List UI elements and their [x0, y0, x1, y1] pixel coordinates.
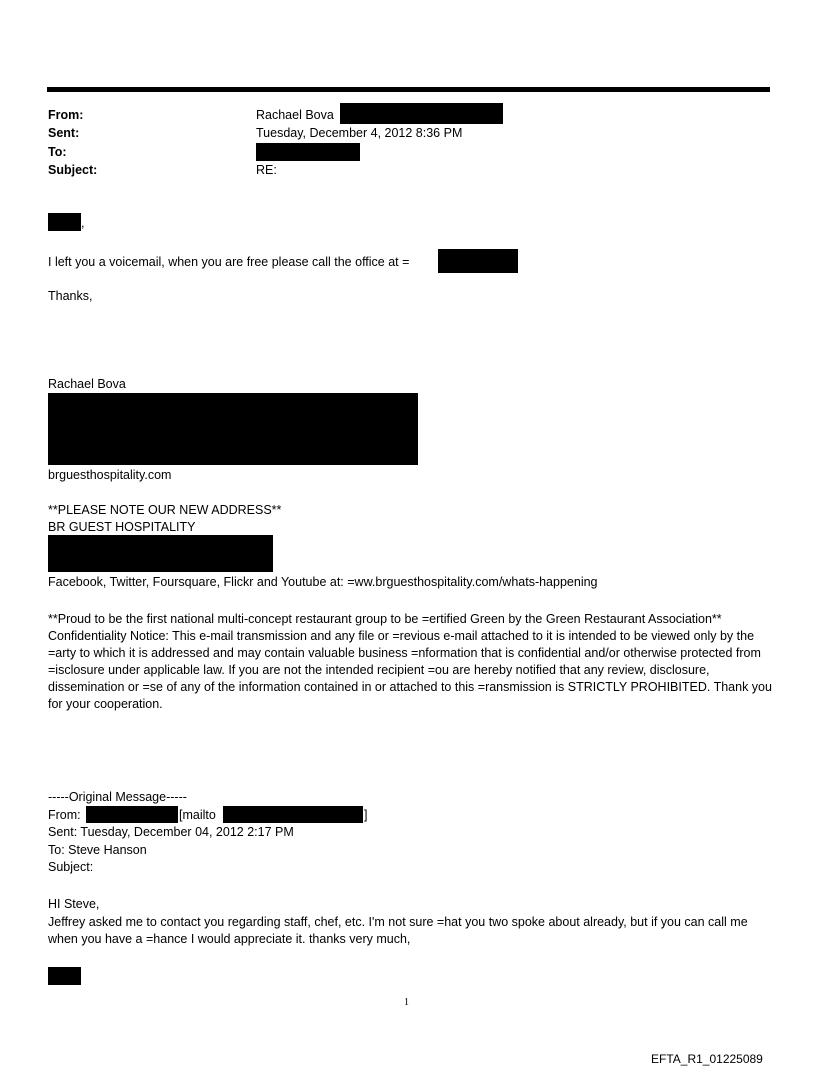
sent-value: Tuesday, December 4, 2012 8:36 PM — [256, 126, 463, 140]
original-message-body: Jeffrey asked me to contact you regarding staff, chef, etc. I'm not sure =hat you two spoke about already, but if you can call me when you have a =hance I would appreciate it. thanks very much, — [48, 915, 748, 946]
header-rule — [47, 87, 770, 92]
mailto-close: ] — [364, 808, 368, 822]
to-label: To: — [48, 145, 67, 159]
redaction-greeting-name — [48, 213, 81, 231]
redaction-address — [48, 535, 273, 572]
from-label: From: — [48, 108, 84, 122]
original-to: To: Steve Hanson — [48, 843, 147, 857]
redaction-signature-block — [48, 393, 418, 465]
address-note: **PLEASE NOTE OUR NEW ADDRESS** — [48, 503, 282, 517]
redaction-from-email — [340, 103, 503, 124]
social-links-line: Facebook, Twitter, Foursquare, Flickr and Youtube at: =ww.brguesthospitality.com/whats-happening — [48, 575, 598, 589]
page-number: 1 — [404, 997, 409, 1008]
voicemail-line: I left you a voicemail, when you are free please call the office at = — [48, 255, 410, 269]
original-greeting: HI Steve, — [48, 897, 100, 911]
original-sent: Sent: Tuesday, December 04, 2012 2:17 PM — [48, 825, 294, 839]
mailto-open: [mailto — [179, 808, 216, 822]
redaction-original-sender — [86, 806, 178, 823]
greeting-comma: , — [81, 216, 85, 230]
original-message-divider: -----Original Message----- — [48, 790, 187, 804]
redaction-to — [256, 143, 360, 161]
redaction-phone — [438, 249, 518, 273]
redaction-original-signoff — [48, 967, 81, 985]
signature-website: brguesthospitality.com — [48, 468, 172, 482]
subject-label: Subject: — [48, 163, 98, 177]
company-name: BR GUEST HOSPITALITY — [48, 520, 196, 534]
from-value: Rachael Bova — [256, 108, 334, 122]
confidentiality-disclaimer: **Proud to be the first national multi-concept restaurant group to be =ertified Green by the Green Restaurant Association** Confidentiality Notice: This e-mail transmission and any file or =revious e-mail attached to it is intended to be viewed only by the =arty to which it is addressed and may contain valuable business =nformation that is confidential and/or otherwise protected from =isclosure under applicable law. If you are not the intended recipient =ou are hereby notified that any review, disclosure, dissemination or =se of any of the information contained in or attached to this =ransmission is STRICTLY PROHIBITED. Thank you for your cooperation. — [48, 612, 772, 711]
original-from-label: From: — [48, 808, 81, 822]
document-id-footer: EFTA_R1_01225089 — [651, 1052, 763, 1066]
signature-name: Rachael Bova — [48, 377, 126, 391]
thanks-line: Thanks, — [48, 289, 93, 303]
subject-value: RE: — [256, 163, 277, 177]
sent-label: Sent: — [48, 126, 80, 140]
redaction-original-email — [223, 806, 363, 823]
original-subject: Subject: — [48, 860, 94, 874]
